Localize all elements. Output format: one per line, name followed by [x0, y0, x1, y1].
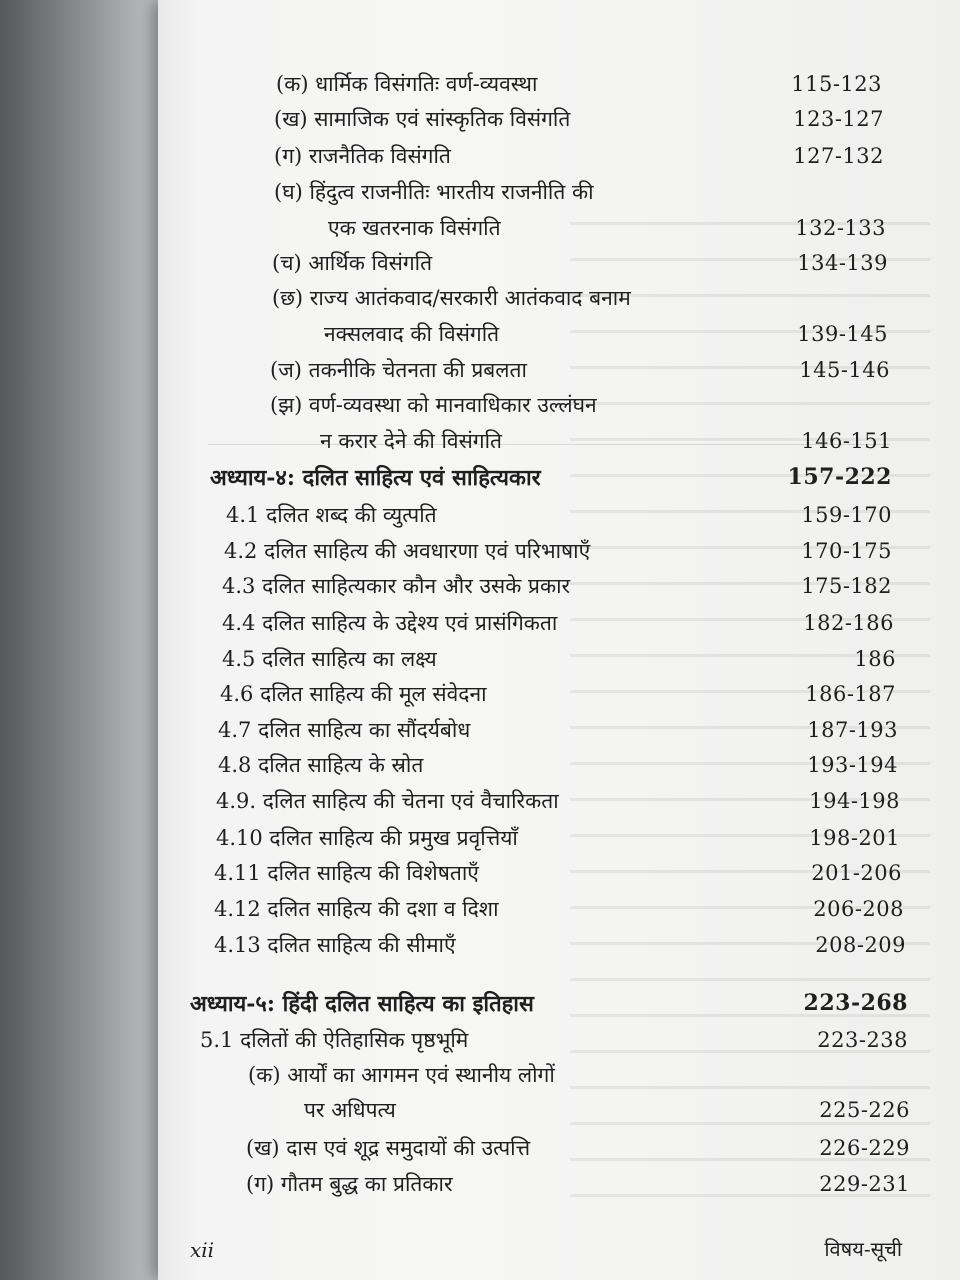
toc-entry [158, 1092, 960, 1128]
toc-entry-title: (ज) तकनीकि चेतनता की प्रबलता [270, 358, 527, 382]
toc-entry-title: 4.1 दलित शब्द की व्युत्पति [226, 503, 437, 527]
toc-entry [158, 316, 960, 352]
toc-entry [158, 1057, 960, 1093]
toc-entry-title: 4.7 दलित साहित्य का सौंदर्यबोध [218, 718, 471, 742]
toc-entry-title: 4.12 दलित साहित्य की दशा व दिशा [214, 897, 499, 921]
toc-entry [158, 855, 960, 891]
toc-entry-pages: 139-145 [797, 322, 888, 346]
toc-entry-title: अध्याय-५: हिंदी दलित साहित्य का इतिहास [190, 991, 534, 1017]
toc-entry [158, 712, 960, 748]
toc-entry-title: नक्सलवाद की विसंगति [324, 322, 500, 346]
toc-entry-title: (ग) गौतम बुद्ध का प्रतिकार [246, 1172, 453, 1196]
toc-entry [158, 891, 960, 927]
toc-entry-title: (ख) दास एवं शूद्र समुदायों की उत्पत्ति [246, 1136, 531, 1160]
toc-entry-pages: 201-206 [811, 861, 902, 885]
toc-entry-pages: 193-194 [807, 753, 898, 777]
toc-entry [158, 1130, 960, 1166]
toc-entry-title: अध्याय-४: दलित साहित्य एवं साहित्यकार [210, 465, 541, 491]
toc-entry-pages: 229-231 [819, 1172, 910, 1196]
book-page [158, 0, 960, 1280]
toc-entry-title: न करार देने की विसंगति [320, 429, 503, 453]
toc-entry-pages: 208-209 [815, 933, 906, 957]
toc-entry-pages: 132-133 [795, 216, 886, 240]
toc-entry-title: (ग) राजनैतिक विसंगति [274, 144, 451, 168]
page-number: xii [190, 1238, 215, 1262]
toc-entry-pages: 198-201 [809, 826, 900, 850]
toc-entry-title: (ख) सामाजिक एवं सांस्कृतिक विसंगति [274, 107, 571, 131]
toc-entry-title: 4.5 दलित साहित्य का लक्ष्य [222, 647, 437, 671]
toc-entry-pages: 115-123 [791, 72, 882, 96]
toc-entry [158, 641, 960, 677]
toc-entry-title: 4.3 दलित साहित्यकार कौन और उसके प्रकार [222, 574, 571, 598]
toc-entry-pages: 170-175 [801, 539, 892, 563]
toc-entry [158, 533, 960, 569]
toc-entry-title: (क) धार्मिक विसंगतिः वर्ण-व्यवस्था [276, 72, 538, 96]
toc-entry [158, 568, 960, 604]
toc-entry-title: (झ) वर्ण-व्यवस्था को मानवाधिकार उल्लंघन [270, 393, 597, 417]
toc-entry [158, 423, 960, 459]
chapter-heading [158, 985, 960, 1021]
toc-entry-pages: 225-226 [819, 1098, 910, 1122]
toc-entry [158, 605, 960, 641]
toc-entry-title: 4.8 दलित साहित्य के स्रोत [218, 753, 424, 777]
toc-entry-pages: 187-193 [807, 718, 898, 742]
toc-entry-pages: 127-132 [793, 144, 884, 168]
toc-entry [158, 820, 960, 856]
toc-entry-pages: 223-238 [817, 1028, 908, 1052]
toc-entry-pages: 223-268 [803, 990, 908, 1016]
toc-entry [158, 101, 960, 137]
toc-entry [158, 1166, 960, 1202]
toc-entry-pages: 157-222 [787, 464, 892, 490]
toc-entry [158, 66, 960, 102]
toc-entry [158, 210, 960, 246]
toc-entry [158, 1022, 960, 1058]
toc-entry-pages: 194-198 [809, 789, 900, 813]
toc-entry-title: 4.11 दलित साहित्य की विशेषताएँ [214, 861, 479, 885]
toc-entry [158, 747, 960, 783]
running-header: विषय-सूची [824, 1237, 902, 1261]
toc-entry-pages: 146-151 [801, 429, 892, 453]
toc-entry [158, 280, 960, 316]
toc-entry-pages: 145-146 [799, 358, 890, 382]
toc-entry-title: एक खतरनाक विसंगति [328, 216, 501, 240]
toc-entry-pages: 186 [854, 647, 896, 671]
toc-entry-title: 4.10 दलित साहित्य की प्रमुख प्रवृत्तियाँ [216, 826, 518, 850]
toc-entry-pages: 175-182 [801, 574, 892, 598]
toc-entry-title: 4.13 दलित साहित्य की सीमाएँ [214, 933, 456, 957]
toc-entry [158, 676, 960, 712]
toc-entry-title: 4.6 दलित साहित्य की मूल संवेदना [220, 682, 487, 706]
toc-entry-title: (च) आर्थिक विसंगति [272, 251, 433, 275]
toc-entry-pages: 186-187 [805, 682, 896, 706]
toc-entry [158, 245, 960, 281]
toc-entry-title: 4.4 दलित साहित्य के उद्देश्य एवं प्रासंगिकता [222, 611, 558, 635]
toc-entry-pages: 226-229 [819, 1136, 910, 1160]
toc-entry-pages: 206-208 [813, 897, 904, 921]
toc-entry-title: 4.9. दलित साहित्य की चेतना एवं वैचारिकता [216, 789, 559, 813]
toc-entry-title: (क) आर्यों का आगमन एवं स्थानीय लोगों [248, 1063, 555, 1087]
toc-entry [158, 497, 960, 533]
toc-entry-pages: 159-170 [801, 503, 892, 527]
toc-entry [158, 783, 960, 819]
toc-entry [158, 352, 960, 388]
toc-entry-title: (छ) राज्य आतंकवाद/सरकारी आतंकवाद बनाम [272, 286, 631, 310]
toc-entry-pages: 123-127 [793, 107, 884, 131]
toc-entry-title: 5.1 दलितों की ऐतिहासिक पृष्ठभूमि [200, 1028, 469, 1052]
toc-entry-title: पर अधिपत्य [304, 1098, 396, 1122]
toc-entry [158, 174, 960, 210]
toc-entry-title: 4.2 दलित साहित्य की अवधारणा एवं परिभाषाएँ [224, 539, 591, 563]
toc-entry [158, 927, 960, 963]
toc-entry [158, 138, 960, 174]
toc-entry-title: (घ) हिंदुत्व राजनीतिः भारतीय राजनीति की [274, 180, 594, 204]
chapter-heading [158, 459, 960, 495]
toc-entry [158, 387, 960, 423]
toc-entry-pages: 134-139 [797, 251, 888, 275]
toc-entry-pages: 182-186 [803, 611, 894, 635]
